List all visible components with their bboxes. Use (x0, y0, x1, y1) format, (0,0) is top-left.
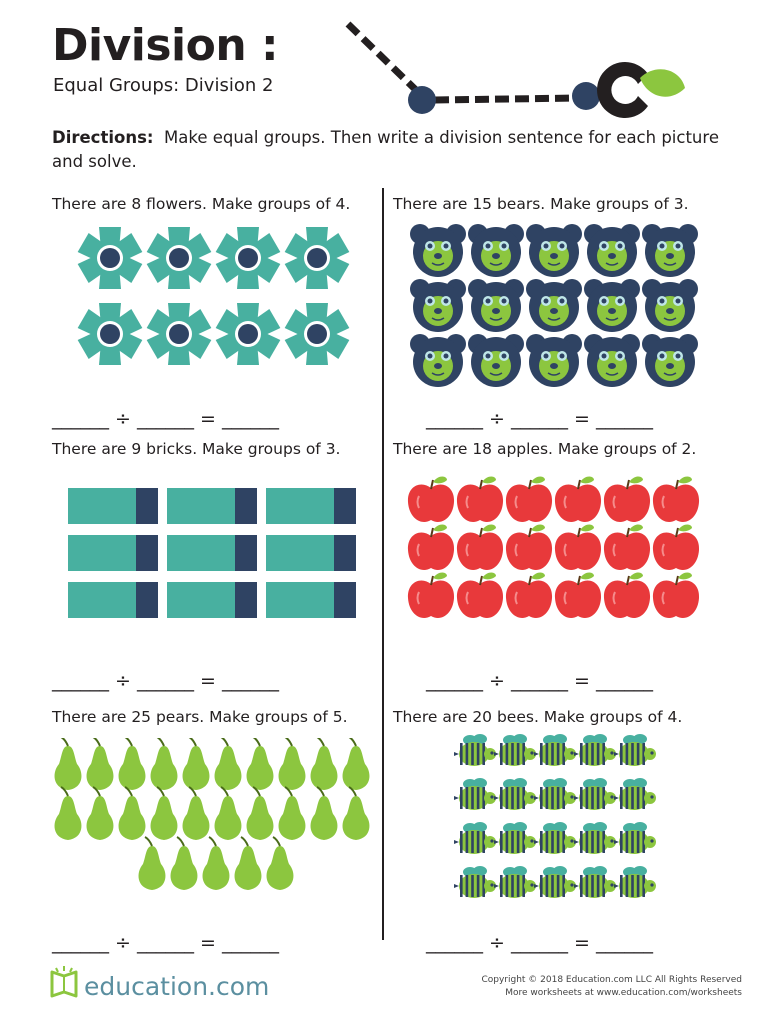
bee-icon (534, 778, 576, 810)
logo-book-icon (44, 966, 84, 1000)
leaf-icon (640, 69, 685, 96)
bear-icon (468, 279, 524, 332)
pear-icon (55, 738, 82, 790)
bear-icon (410, 279, 466, 332)
bee-icon (574, 778, 616, 810)
bear-icon (526, 334, 582, 387)
brick-icon (167, 488, 257, 524)
apple-icon (457, 573, 503, 618)
pear-icon (215, 738, 242, 790)
pear-icon (343, 738, 370, 790)
apple-icon (408, 525, 454, 570)
directions (52, 126, 732, 174)
brick-icon (266, 535, 356, 571)
header-illustration (340, 18, 700, 118)
problem-2-prompt: There are 15 bears. Make groups of 3. (393, 195, 689, 213)
bee-icon (614, 734, 656, 766)
pear-icon (139, 837, 166, 890)
pears-picture (52, 738, 376, 890)
bear-icon (526, 224, 582, 277)
apple-icon (506, 477, 552, 522)
apple-icon (457, 477, 503, 522)
bee-icon (494, 866, 536, 898)
pear-icon (311, 738, 338, 790)
apple-icon (506, 525, 552, 570)
pear-icon (183, 787, 210, 840)
bricks-picture (68, 486, 362, 626)
equation-4[interactable]: ______ ÷ ______ = ______ (426, 670, 653, 692)
equation-3[interactable]: ______ ÷ ______ = ______ (52, 670, 279, 692)
equation-2[interactable]: ______ ÷ ______ = ______ (426, 408, 653, 430)
pear-icon (235, 837, 262, 890)
letter-c-decoration (597, 62, 648, 118)
apple-icon (604, 477, 650, 522)
apple-icon (653, 573, 699, 618)
pear-icon (119, 738, 146, 790)
bee-icon (574, 734, 616, 766)
pear-icon (87, 738, 114, 790)
apple-icon (555, 525, 601, 570)
bear-icon (468, 334, 524, 387)
bee-icon (614, 778, 656, 810)
apple-icon (555, 477, 601, 522)
pear-icon (215, 787, 242, 840)
bear-icon (584, 224, 640, 277)
flower-icon (78, 303, 143, 365)
bee-icon (494, 822, 536, 854)
apple-icon (555, 573, 601, 618)
brick-icon (266, 582, 356, 618)
problem-1-prompt: There are 8 flowers. Make groups of 4. (52, 195, 351, 213)
bee-icon (574, 822, 616, 854)
directions-label: Directions: (52, 128, 154, 147)
apple-icon (653, 525, 699, 570)
bear-icon (584, 334, 640, 387)
brick-icon (167, 582, 257, 618)
flower-icon (216, 303, 281, 365)
pear-icon (247, 787, 274, 840)
directions-text: Make equal groups. Then write a division sentence for each picture and solve. (52, 128, 719, 171)
pear-icon (279, 738, 306, 790)
equation-6[interactable]: ______ ÷ ______ = ______ (426, 932, 653, 954)
pear-icon (151, 738, 178, 790)
bee-icon (454, 734, 496, 766)
problem-3-prompt: There are 9 bricks. Make groups of 3. (52, 440, 341, 458)
brick-icon (68, 582, 158, 618)
pear-icon (183, 738, 210, 790)
bee-icon (494, 778, 536, 810)
bee-icon (454, 866, 496, 898)
apple-icon (604, 525, 650, 570)
apple-icon (653, 477, 699, 522)
flower-icon (78, 227, 143, 289)
bear-icon (584, 279, 640, 332)
bear-icon (642, 334, 698, 387)
pear-icon (279, 787, 306, 840)
column-divider (382, 188, 384, 940)
apples-picture (404, 472, 704, 630)
bee-icon (494, 734, 536, 766)
flower-icon (147, 303, 212, 365)
equation-1[interactable]: ______ ÷ ______ = ______ (52, 408, 279, 430)
bear-icon (642, 224, 698, 277)
flowers-picture (70, 220, 360, 376)
pear-icon (55, 787, 82, 840)
pear-icon (267, 837, 294, 890)
bear-icon (410, 334, 466, 387)
pear-icon (119, 787, 146, 840)
equation-5[interactable]: ______ ÷ ______ = ______ (52, 932, 279, 954)
logo-text[interactable]: education.com (84, 972, 270, 1001)
bee-icon (454, 778, 496, 810)
bee-icon (614, 866, 656, 898)
dot-right (572, 82, 600, 110)
flower-icon (147, 227, 212, 289)
bear-icon (468, 224, 524, 277)
dot-left (408, 86, 436, 114)
pear-icon (151, 787, 178, 840)
bees-picture (452, 728, 662, 914)
page-subtitle: Equal Groups: Division 2 (53, 75, 274, 96)
flower-icon (285, 227, 350, 289)
bee-icon (534, 822, 576, 854)
page-title: Division : (52, 20, 279, 71)
pear-icon (87, 787, 114, 840)
bee-icon (534, 866, 576, 898)
bee-icon (614, 822, 656, 854)
brick-icon (68, 488, 158, 524)
flower-icon (285, 303, 350, 365)
bear-icon (410, 224, 466, 277)
pear-icon (247, 738, 274, 790)
pear-icon (203, 837, 230, 890)
flower-icon (216, 227, 281, 289)
pear-icon (311, 787, 338, 840)
bears-picture (404, 220, 704, 390)
more-worksheets-link[interactable]: More worksheets at www.education.com/worksheets (505, 988, 742, 998)
apple-icon (408, 477, 454, 522)
bear-icon (526, 279, 582, 332)
bee-icon (574, 866, 616, 898)
bee-icon (534, 734, 576, 766)
brick-icon (68, 535, 158, 571)
dashed-line-decoration (348, 24, 580, 100)
problem-4-prompt: There are 18 apples. Make groups of 2. (393, 440, 697, 458)
copyright-text: Copyright © 2018 Education.com LLC All Rights Reserved (481, 975, 742, 985)
apple-icon (408, 573, 454, 618)
apple-icon (506, 573, 552, 618)
pear-icon (171, 837, 198, 890)
pear-icon (343, 787, 370, 840)
bear-icon (642, 279, 698, 332)
apple-icon (457, 525, 503, 570)
brick-icon (167, 535, 257, 571)
problem-5-prompt: There are 25 pears. Make groups of 5. (52, 708, 348, 726)
problem-6-prompt: There are 20 bees. Make groups of 4. (393, 708, 683, 726)
bee-icon (454, 822, 496, 854)
brick-icon (266, 488, 356, 524)
apple-icon (604, 573, 650, 618)
